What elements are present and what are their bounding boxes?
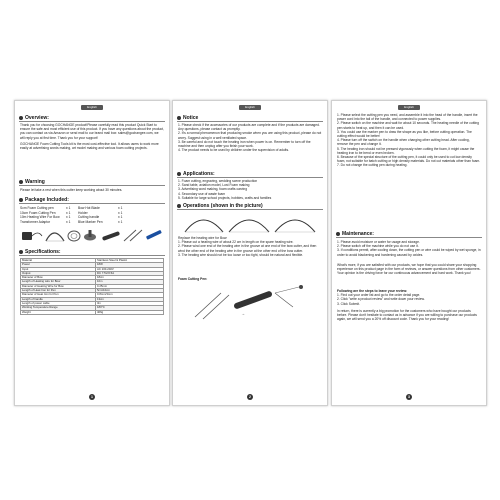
- maintenance-item: 2. Please switch off the machine while you do not use it.: [337, 244, 419, 249]
- notice-item: 4. The product needs to be used by children under the supervision of adults.: [178, 148, 290, 153]
- operations-title: Operations (shown in the picture): [183, 203, 263, 209]
- package-qty: x 1: [118, 219, 123, 224]
- pen-usage-steps: [337, 113, 481, 168]
- operations-intro: Replace the heating wire for Bow:: [178, 236, 228, 240]
- usage-step: 5. The heating iron should not be pressed vigorously when cutting the foam, it might cause the heating iron to be bend or even broken.: [337, 146, 475, 155]
- wrench-icon: [336, 232, 340, 236]
- applications-title: Applications:: [183, 171, 215, 177]
- review-title: Following are the steps to leave your review:: [337, 289, 408, 293]
- overview-text: [20, 123, 164, 150]
- review-step: 1. Find out your order list and go to the order detail page.: [337, 293, 421, 298]
- gear-icon: [177, 204, 181, 208]
- list-item: [20, 220, 164, 225]
- warning-title: Warning: [25, 179, 45, 185]
- package-qty: x 1: [66, 210, 71, 215]
- package-item: 10cm Foam Cutting Pen: [20, 210, 56, 215]
- spec-value: 18W: [96, 263, 164, 267]
- maintenance-item: 1. Please avoid moisture or water for usage and storage.: [337, 240, 420, 244]
- usage-step: 7. Do not change the cutting pen during heating.: [337, 163, 408, 168]
- page-number: 3: [406, 394, 412, 400]
- package-qty: x 1: [118, 215, 123, 220]
- spec-key: Length of Heating wire for Bow: [21, 280, 96, 284]
- cutting-pen-assembly-icon: [195, 285, 303, 319]
- spec-key: Power: [21, 263, 96, 267]
- usage-step: 4. Please turn off the switch on the handle when changing other cutting head. After cooling, remove the pen and change it.: [337, 138, 470, 147]
- spec-value: DC 7.5V/2.5A: [96, 271, 164, 275]
- spec-value: 5cm/10cm: [96, 289, 164, 293]
- foam-cutting-pen-label: Foam Cutting Pen:: [178, 277, 208, 281]
- page-number: 2: [247, 394, 253, 400]
- return-promotion-text: In return, there is currently a big promotion for the customers who have bought our products before. Please don't hesitate to contact us in advance if you are willing to purchase our products again, we will send you a 20% off discount code. Thank you for your reading!: [337, 309, 477, 322]
- overview-para-2: GOCHANGE Foam Cutting Tools kit is the most cost-effective tool. It allows users to work more easily at advertising words making, art model making and various foam cutting projects.: [20, 141, 159, 151]
- notice-heading: [177, 115, 323, 122]
- bow-cutter-step-2-icon: [229, 220, 269, 232]
- language-badge: English: [81, 105, 103, 110]
- language-badge: English: [239, 105, 261, 110]
- maintenance-item: 3. If conditions permit, after cooling down, the cutting pen or wire could be wiped by wet sponge, in order to avoid blackening and hardening caused by oxides.: [337, 248, 481, 257]
- notice-list: [178, 123, 322, 152]
- warning-icon: [19, 180, 23, 184]
- review-step: 3. Click Submit.: [337, 301, 360, 306]
- notice-item: 3. Be careful and do not touch the heating iron when power is on. Remember to turn off the machine and then unplug after you finish your work.: [178, 139, 311, 149]
- maintenance-heading: [336, 231, 482, 238]
- spec-value: 180°C: [96, 306, 164, 310]
- bullet-icon: [19, 116, 23, 120]
- manual-page-2: [172, 100, 328, 406]
- package-heading: [19, 197, 165, 204]
- usage-step: 1. Please select the cutting pen you need, and assemble it into the head of the handle, insert the power cord into the tail of the handle, and connected to power supplies.: [337, 113, 478, 122]
- foam-cutting-pen-illustration: [181, 283, 319, 323]
- overview-title: Overview:: [25, 115, 49, 121]
- spec-key: Length of power cable: [21, 301, 96, 305]
- table-row: [21, 310, 164, 314]
- spec-value: 18cm: [96, 276, 164, 280]
- applications-list: [178, 179, 322, 200]
- review-step: 2. Click "write a product review" and write down your review.: [337, 297, 425, 302]
- package-qty: x 1: [66, 215, 71, 220]
- bow-cutter-icon: [46, 233, 64, 241]
- spec-value: 10m: [96, 280, 164, 284]
- application-item: 3. Advertising word making, foam crafts carving: [178, 187, 248, 192]
- spec-key: Diameter of Bow: [21, 276, 96, 280]
- application-item: 4. Secondary use of waste foam: [178, 191, 226, 196]
- spec-value: Stainless Steel & Plastic: [96, 259, 164, 263]
- applications-heading: [177, 171, 323, 178]
- application-item: 5. Suitable for large school projects, hobbies, crafts and families: [178, 195, 272, 200]
- operation-step: 1. Please cut a heating wire of about 22 cm in length on the spare heating wire.: [178, 240, 294, 245]
- review-steps: [337, 289, 481, 306]
- package-item: Bow Hot Blade: [78, 206, 100, 210]
- package-item: 10m Heating Wire For Bow: [20, 215, 60, 220]
- notice-title: Notice: [183, 115, 199, 121]
- spec-value: 406g: [96, 310, 164, 314]
- spec-value: AC 100-240V: [96, 267, 164, 271]
- specifications-heading: [19, 249, 165, 256]
- package-item: Blue Marker Pen: [78, 219, 103, 224]
- transformer-adaptor-icon: [22, 232, 42, 240]
- package-title: Package Included:: [25, 197, 69, 203]
- language-badge: English: [398, 105, 420, 110]
- application-item: 1. Foam cutting, engraving, wedding scene production: [178, 179, 258, 183]
- notice-item: 2. It's a normal phenomenon that producing smoke when you are using this product, please do not worry. Suggest using in a well ventilated space.: [178, 131, 322, 140]
- package-qty: x 1: [66, 206, 71, 210]
- package-item: Scm Foam Cutting pen: [20, 206, 54, 210]
- warning-text: Please let take a rest when this cutter keep working about 30 minutes.: [20, 188, 123, 192]
- manual-page-1: [14, 100, 170, 406]
- application-item: 2. Sand table, aviation model, Lost Foam making: [178, 183, 250, 188]
- package-qty: x 1: [118, 206, 123, 210]
- specifications-table: [20, 258, 164, 315]
- spec-key: Material: [21, 259, 96, 263]
- usage-step: 3. You could use the marker pen to draw the shape as you like, before cutting operation. The cutting effect would be better!: [337, 129, 472, 139]
- package-item: Holder: [78, 210, 88, 215]
- usage-step: 6. Because of the special structure of the cutting pen, it could only be used to cut low density foam, not suitable for batch cutting or high density materials. Do not cut materials other than foam.: [337, 155, 481, 164]
- spec-key: Output: [21, 271, 96, 275]
- spec-key: Length of handle: [21, 297, 96, 301]
- maintenance-title: Maintenance:: [342, 231, 374, 237]
- spec-value: 0.8mm/3mm: [96, 293, 164, 297]
- box-icon: [19, 198, 23, 202]
- operations-heading: [177, 203, 323, 210]
- spec-value: 13cm: [96, 297, 164, 301]
- package-list: [20, 206, 164, 224]
- package-qty: x 1: [118, 210, 123, 215]
- package-qty: x 1: [66, 219, 71, 224]
- spec-key: Working Temperature Range: [21, 306, 96, 310]
- bow-cutter-step-1-icon: [185, 220, 223, 232]
- spec-value: 0.25mm: [96, 284, 164, 288]
- warning-heading: [19, 179, 165, 186]
- operation-step: 2. Please wind one end of the heating wire in the groove at one end of the bow cutter, and then wind the other end of the heating wire in the groove at the other end of the bow cutter.: [178, 244, 317, 253]
- notice-icon: [177, 116, 181, 120]
- maintenance-list: [337, 240, 481, 257]
- closing-text: What's more, if you are satisfied with our products, we hope that you could share your shopping experience on this product page in the form of reviews, or answer questions from other customers. Your opinion is the driving force for our continuous advancement and hard work. Thank you!: [337, 263, 481, 276]
- spec-key: Length of Heat Iron for Pen: [21, 289, 96, 293]
- cutting-handle-icon: [102, 231, 120, 241]
- applications-icon: [177, 172, 181, 176]
- specifications-title: Specifications:: [25, 249, 61, 255]
- cutting-pen-icon: [124, 230, 142, 241]
- svg-text:→: →: [241, 311, 245, 316]
- list-icon: [19, 250, 23, 254]
- bow-wire-replacement-illustration: [181, 212, 319, 234]
- spec-key: Diameter of Heat Iron for Pen: [21, 293, 96, 297]
- marker-pen-icon: [146, 230, 162, 240]
- spec-key: Input: [21, 267, 96, 271]
- wire-coil-icon: [68, 231, 80, 241]
- package-illustrations: [20, 227, 164, 243]
- spec-value: 3m: [96, 301, 164, 305]
- usage-step: 2. Please switch on the machine and wait for about 10 seconds. The heating needle of the cutting pen starts to heat up, and then it can be used.: [337, 121, 479, 130]
- package-item: Transformer Adaptor: [20, 219, 51, 224]
- operation-step: 3. The heating wire should not be too loose or too tight, should be natural and flexible.: [178, 252, 304, 257]
- manual-page-3: [331, 100, 487, 406]
- bow-cutter-step-3-icon: [275, 220, 315, 232]
- spec-key: Diameter of Heating Wire for Bow: [21, 284, 96, 288]
- package-item: Cutting handle: [78, 215, 100, 220]
- operations-text: [178, 236, 322, 257]
- holder-icon: [84, 230, 96, 241]
- overview-para-1: Thank you for choosing GOCHANGE product!Please carefully read this product Quick Start to ensure the safe and most efficient use of this product. If you have any questions about the product, you can contact us via Amazon or send mail to our brand mail box: sales@gochangee.com, we will reply you at first time. Thank you for your support!: [20, 123, 164, 140]
- notice-item: 1. Please check if the accessories of our products are complete and if the products are damaged. Any questions, please contact us promptly.: [178, 123, 320, 132]
- spec-key: Weight: [21, 310, 96, 314]
- page-number: 1: [89, 394, 95, 400]
- overview-heading: [19, 115, 165, 122]
